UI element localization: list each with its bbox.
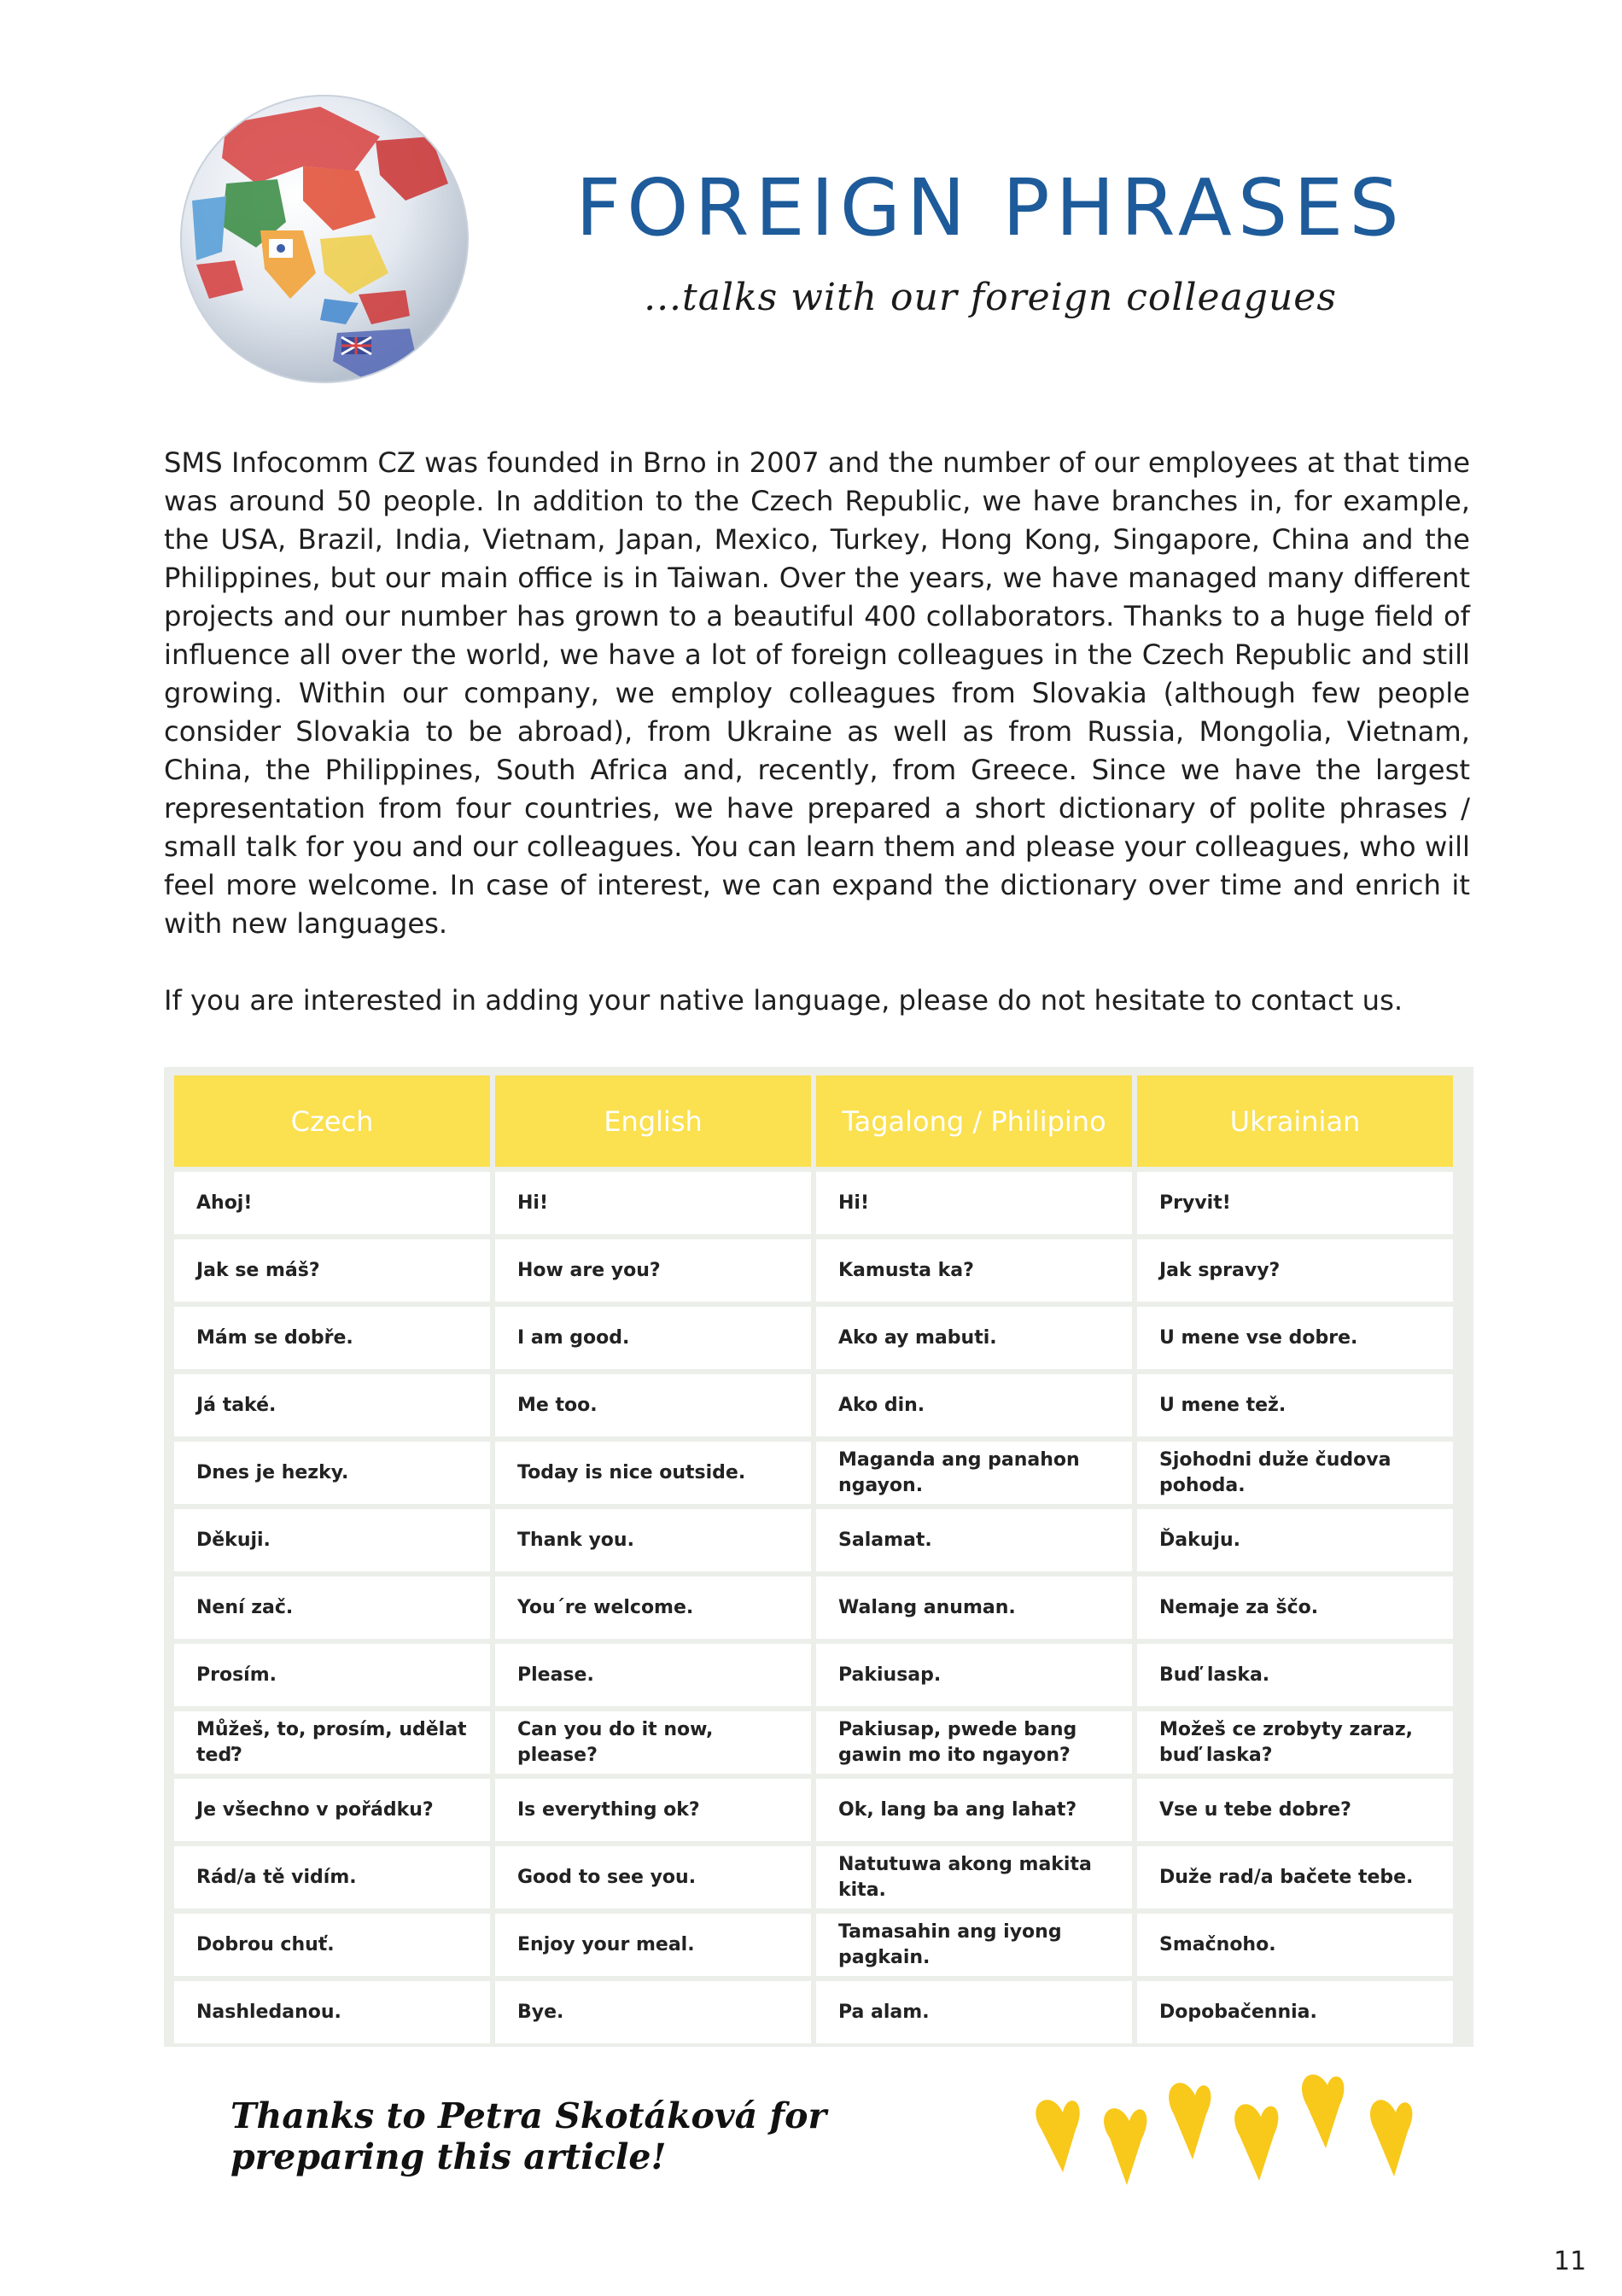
globe-illustration — [175, 90, 474, 388]
table-cell: Today is nice outside. — [495, 1442, 811, 1504]
table-cell: Sjohodni duže čudova pohoda. — [1137, 1442, 1453, 1504]
heart-icon — [1104, 2108, 1146, 2185]
table-cell: Dnes je hezky. — [174, 1442, 490, 1504]
table-row — [174, 1576, 1462, 1639]
hearts-decoration — [1029, 2070, 1447, 2198]
table-cell: Vse u tebe dobre? — [1137, 1779, 1453, 1841]
heart-icon — [1234, 2104, 1278, 2181]
table-cell: Good to see you. — [495, 1846, 811, 1908]
table-row — [174, 1846, 1462, 1908]
table-cell: Ako ay mabuti. — [816, 1307, 1132, 1369]
heart-icon — [1169, 2083, 1211, 2159]
table-cell: Dopobačennia. — [1137, 1981, 1453, 2043]
table-cell: Duže rad/a bačete tebe. — [1137, 1846, 1453, 1908]
table-header-cell: Ukrainian — [1137, 1075, 1453, 1167]
table-cell: Pryvit! — [1137, 1172, 1453, 1234]
table-cell: Is everything ok? — [495, 1779, 811, 1841]
table-cell: Pakiusap, pwede bang gawin mo ito ngayon? — [816, 1711, 1132, 1774]
table-cell: Nemaje za ščo. — [1137, 1576, 1453, 1639]
table-cell: You´re welcome. — [495, 1576, 811, 1639]
table-cell: Walang anuman. — [816, 1576, 1132, 1639]
table-cell: Salamat. — [816, 1509, 1132, 1571]
table-row — [174, 1509, 1462, 1571]
table-row — [174, 1981, 1462, 2043]
table-cell: Buď laska. — [1137, 1644, 1453, 1706]
table-cell: Thank you. — [495, 1509, 811, 1571]
table-row — [174, 1711, 1462, 1774]
table-cell: Me too. — [495, 1374, 811, 1436]
phrase-table — [164, 1067, 1473, 2047]
table-cell: Jak spravy? — [1137, 1239, 1453, 1302]
table-cell: Je všechno v pořádku? — [174, 1779, 490, 1841]
article-body — [164, 444, 1470, 1020]
table-cell: Můžeš, to, prosím, udělat teď? — [174, 1711, 490, 1774]
table-cell: Pa alam. — [816, 1981, 1132, 2043]
page-subtitle: ...talks with our foreign colleagues — [644, 276, 1337, 319]
page-title: FOREIGN PHRASES — [575, 162, 1405, 253]
page-number: 11 — [1554, 2246, 1587, 2276]
table-row — [174, 1442, 1462, 1504]
author-credit: Thanks to Petra Skotáková for preparing this article! — [230, 2095, 827, 2177]
table-cell: Hi! — [495, 1172, 811, 1234]
table-cell: Maganda ang panahon ngayon. — [816, 1442, 1132, 1504]
table-row — [174, 1239, 1462, 1302]
table-header-cell: Tagalong / Philipino — [816, 1075, 1132, 1167]
table-cell: Ok, lang ba ang lahat? — [816, 1779, 1132, 1841]
table-cell: Není zač. — [174, 1576, 490, 1639]
table-cell: How are you? — [495, 1239, 811, 1302]
table-cell: Can you do it now, please? — [495, 1711, 811, 1774]
article-paragraph: If you are interested in adding your native language, please do not hesitate to contact us. — [164, 984, 1403, 1017]
table-cell: Please. — [495, 1644, 811, 1706]
heart-icon — [1370, 2100, 1412, 2177]
table-row — [174, 1172, 1462, 1234]
table-cell: I am good. — [495, 1307, 811, 1369]
table-cell: Ahoj! — [174, 1172, 490, 1234]
table-cell: Hi! — [816, 1172, 1132, 1234]
table-cell: Ako din. — [816, 1374, 1132, 1436]
table-cell: Bye. — [495, 1981, 811, 2043]
table-cell: U mene tež. — [1137, 1374, 1453, 1436]
table-row — [174, 1779, 1462, 1841]
table-cell: Nashledanou. — [174, 1981, 490, 2043]
heart-icon — [1302, 2075, 1344, 2148]
article-paragraph: SMS Infocomm CZ was founded in Brno in 2007 and the number of our employees at that time was around 50 people. In addition to the Czech Republic, we have branches in, for example, the USA, Brazil, India, Vietnam, Japan, Mexico, Turkey, Hong Kong, Singapore, China and the Philippines, but our main office is in Taiwan. Over the years, we have managed many different projects and our number has grown to a beautiful 400 collaborators. Thanks to a huge field of influence all over the world, we have a lot of foreign colleagues in the Czech Republic and still growing. Within our company, we employ colleagues from Slovakia (although few people consider Slovakia to be abroad), from Ukraine as well as from Russia, Mongolia, Vietnam, China, the Philippines, South Africa and, recently, from Greece. Since we have the largest representation from four countries, we have prepared a short dictionary of polite phrases / small talk for you and our colleagues. You can learn them and please your colleagues, who will feel more welcome. In case of interest, we can expand the dictionary over time and enrich it with new languages. — [164, 446, 1470, 940]
table-row — [174, 1307, 1462, 1369]
table-cell: Možeš ce zrobyty zaraz, buď laska? — [1137, 1711, 1453, 1774]
table-row — [174, 1914, 1462, 1976]
table-cell: Já také. — [174, 1374, 490, 1436]
table-body — [174, 1172, 1462, 2043]
table-cell: Kamusta ka? — [816, 1239, 1132, 1302]
table-row — [174, 1374, 1462, 1436]
table-header-cell: English — [495, 1075, 811, 1167]
table-cell: Natutuwa akong makita kita. — [816, 1846, 1132, 1908]
table-cell: Tamasahin ang iyong pagkain. — [816, 1914, 1132, 1976]
table-cell: Rád/a tě vidím. — [174, 1846, 490, 1908]
table-cell: U mene vse dobre. — [1137, 1307, 1453, 1369]
table-cell: Mám se dobře. — [174, 1307, 490, 1369]
table-cell: Pakiusap. — [816, 1644, 1132, 1706]
table-row — [174, 1644, 1462, 1706]
table-header-cell: Czech — [174, 1075, 490, 1167]
heart-icon — [1036, 2100, 1079, 2172]
table-cell: Enjoy your meal. — [495, 1914, 811, 1976]
table-cell: Jak se máš? — [174, 1239, 490, 1302]
table-cell: Smačnoho. — [1137, 1914, 1453, 1976]
table-cell: Děkuji. — [174, 1509, 490, 1571]
table-cell: Dobrou chuť. — [174, 1914, 490, 1976]
table-header-row — [174, 1075, 1462, 1167]
table-cell: Prosím. — [174, 1644, 490, 1706]
table-cell: Ďakuju. — [1137, 1509, 1453, 1571]
